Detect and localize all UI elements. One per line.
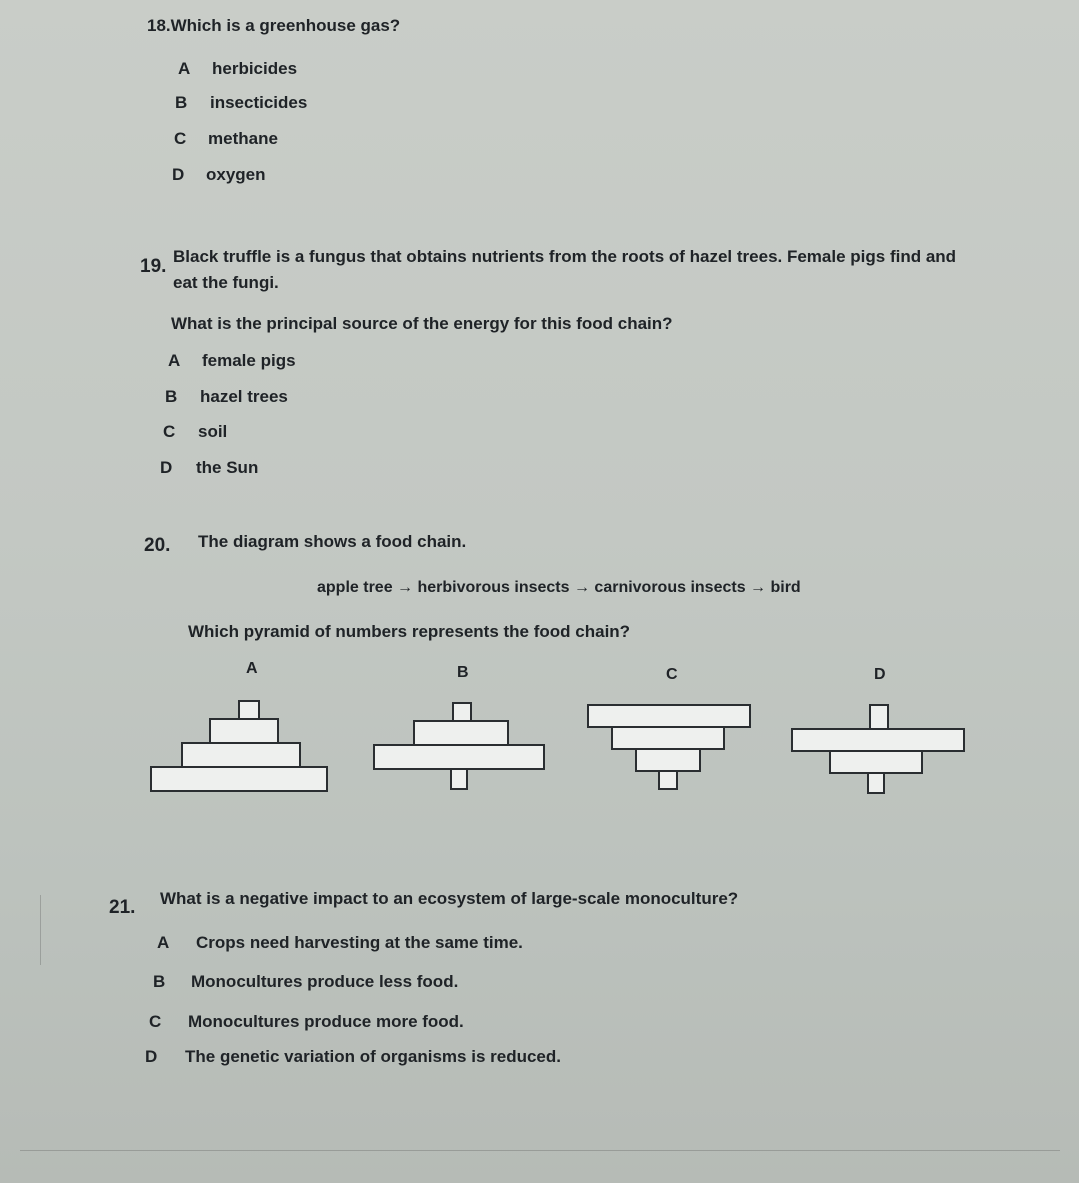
q21-number: 21. — [109, 897, 136, 918]
diagram-label-b: B — [457, 664, 469, 681]
q20-text: The diagram shows a food chain. — [198, 532, 467, 551]
q21-question: What is a negative impact to an ecosystem of large-scale monoculture? — [160, 889, 739, 908]
q21-option-a-text: Crops need harvesting at the same time. — [196, 933, 523, 952]
q19-option-a-text: female pigs — [202, 351, 296, 370]
q20-prompt: Which pyramid of numbers represents the food chain? — [188, 622, 631, 641]
q21-option-c-letter: C — [149, 1012, 162, 1031]
diagram-label-a: A — [246, 660, 258, 677]
q21-option-b-letter: B — [153, 972, 166, 991]
q19-option-b-text: hazel trees — [200, 387, 288, 406]
q18-option-d-letter: D — [172, 165, 185, 184]
diagram-label-c: C — [666, 666, 678, 683]
q20-number: 20. — [144, 535, 171, 556]
q18-option-b-letter: B — [175, 93, 188, 112]
diagram-label-d: D — [874, 666, 886, 683]
pyramid-d-carnivorous-bar — [792, 729, 964, 751]
pyramid-d-bird-bar — [870, 705, 888, 729]
q21-option-c-text: Monocultures produce more food. — [188, 1012, 464, 1031]
pyramid-d-apple-tree-bar — [868, 773, 884, 793]
q18-option-a-letter: A — [178, 59, 191, 78]
q19-option-c-text: soil — [198, 422, 228, 441]
pyramid-d-herbivorous-bar — [830, 751, 922, 773]
q18-option-c-letter: C — [174, 129, 187, 148]
q20-food-chain: apple tree → herbivorous insects → carnivorous insects → bird — [317, 579, 801, 596]
q21-option-d-letter: D — [145, 1047, 158, 1066]
q19-prompt: What is the principal source of the energy for this food chain? — [171, 314, 673, 333]
q21-option-b-text: Monocultures produce less food. — [191, 972, 459, 991]
q21-option-d-text: The genetic variation of organisms is reduced. — [185, 1047, 561, 1066]
q19-option-d-letter: D — [160, 458, 173, 477]
q19-option-b-letter: B — [165, 387, 178, 406]
q18-option-a-text: herbicides — [212, 59, 298, 78]
q18-option-c-text: methane — [208, 129, 278, 148]
q19-option-a-letter: A — [168, 351, 181, 370]
q19-line2: eat the fungi. — [173, 273, 279, 292]
q19-option-c-letter: C — [163, 422, 176, 441]
q21-option-a-letter: A — [157, 933, 170, 952]
q18-option-b-text: insecticides — [210, 93, 308, 112]
q19-number: 19. — [140, 256, 167, 277]
q18-question: 18.Which is a greenhouse gas? — [147, 16, 401, 35]
q19-option-d-text: the Sun — [196, 458, 259, 477]
q19-line1: Black truffle is a fungus that obtains nutrients from the roots of hazel trees. Female pigs find and — [173, 247, 957, 266]
q18-option-d-text: oxygen — [206, 165, 266, 184]
